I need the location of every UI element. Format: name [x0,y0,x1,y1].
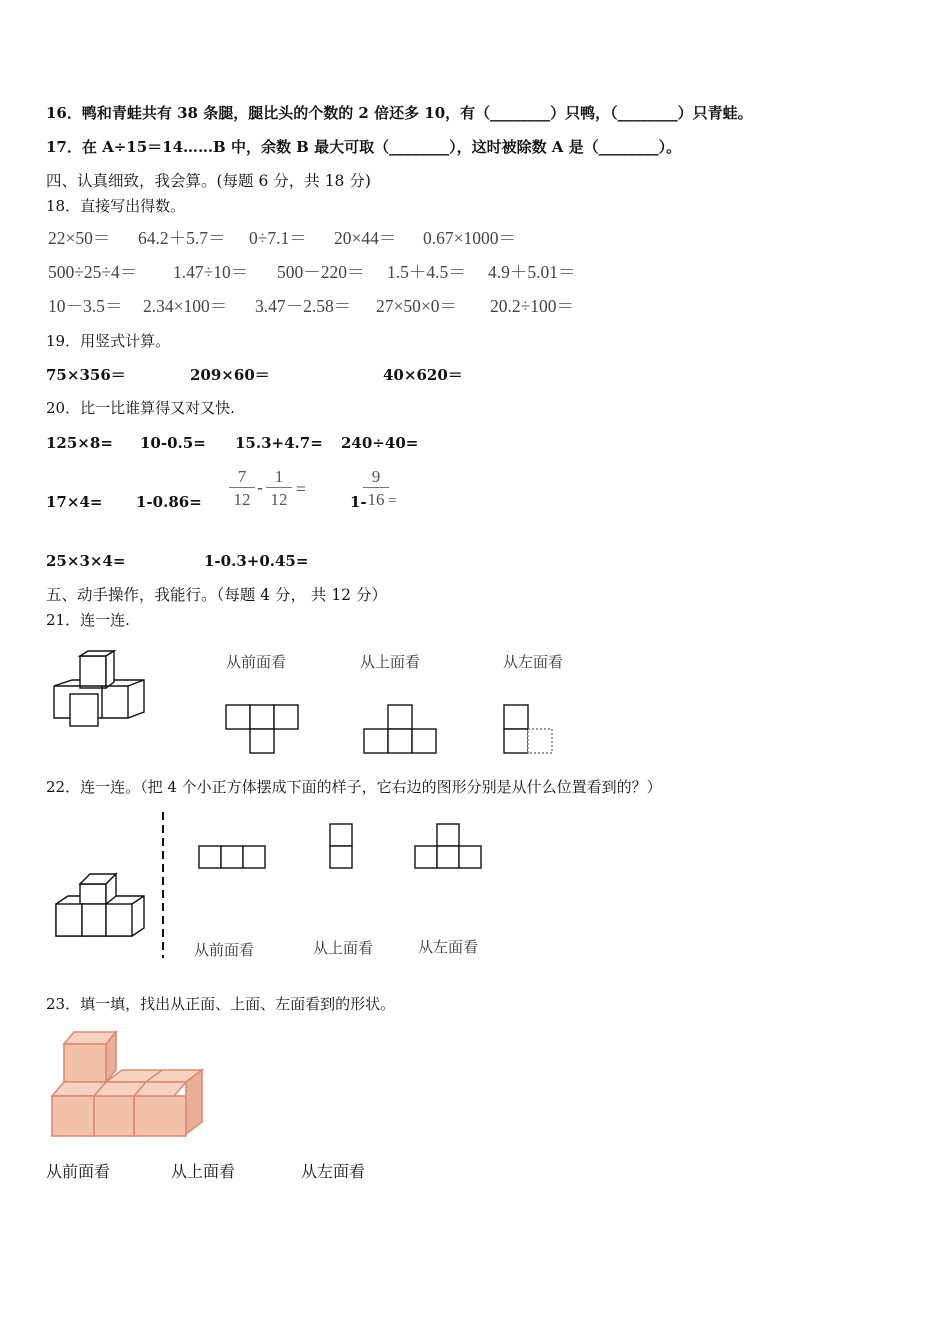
calc-20-4: 240÷40= [341,434,419,452]
calc-18-1-2: 64.2＋5.7＝ [138,228,226,248]
calc-20-6: 1-0.86= [136,493,202,511]
calc-20-5: 17×4= [46,493,103,511]
calc-18-2-2: 1.47÷10＝ [173,262,249,282]
calc-19-1: 75×356＝ [46,366,126,384]
q23-label-front: 从前面看 [46,1162,111,1181]
q22-label-top: 从上面看 [313,939,374,957]
calc-18-2-5: 4.9＋5.01＝ [488,262,576,282]
calc-20-8: 1-0.3+0.45= [204,552,309,570]
calc-18-1-5: 0.67×1000＝ [423,228,516,248]
q22-label-front: 从前面看 [194,941,255,959]
q22-cube-figure [54,868,148,940]
calc-19-3: 40×620＝ [383,366,463,384]
section-5-heading: 五、动手操作，我能行。（每题 4 分， 共 12 分） [46,586,387,604]
calc-18-2-1: 500÷25÷4＝ [48,262,138,282]
question-23-title: 23．填一填，找出从正面、上面、左面看到的形状。 [46,995,396,1013]
equals-sign-2: = [388,493,397,509]
calc-18-1-1: 22×50＝ [48,228,111,248]
q21-view-inverted-t-shape [363,704,439,754]
calc-18-3-3: 3.47－2.58＝ [255,296,352,316]
q21-label-left: 从左面看 [503,653,564,671]
q22-dashed-divider [160,812,166,958]
calc-20-2: 10-0.5= [140,434,206,452]
calc-18-1-3: 0÷7.1＝ [249,228,307,248]
question-22-title: 22．连一连。（把 4 个小正方体摆成下面的样子，它右边的图形分别是从什么位置看到的？） [46,778,662,796]
q21-label-front: 从前面看 [226,653,287,671]
q21-view-l-shape [503,704,555,754]
q23-colored-cube-figure [50,1030,206,1140]
calc-18-2-4: 1.5＋4.5＝ [387,262,466,282]
q23-label-left: 从左面看 [301,1162,366,1181]
question-19-title: 19．用竖式计算。 [46,332,171,350]
one-minus: 1- [350,493,367,511]
q22-view-row-of-three [198,845,266,869]
section-4-heading: 四、认真细致，我会算。(每题 6 分，共 18 分) [46,172,371,190]
calc-18-2-3: 500－220＝ [277,262,365,282]
fraction-1-12: $\frac{1}{12}$ [266,467,292,510]
q21-label-top: 从上面看 [360,653,421,671]
question-21-title: 21．连一连. [46,611,130,629]
q22-view-column-of-two [329,823,353,869]
q21-view-t-shape [225,704,301,754]
question-17: 17．在 A÷15＝14……B 中，余数 B 最大可取（________），这时被除数 A 是（________）。 [46,138,682,156]
q23-label-top: 从上面看 [171,1162,236,1181]
fraction-9-16: $\frac{9}{16}$ [363,467,389,510]
fraction-7-12: $\frac{7}{12}$ [229,467,255,510]
minus-sign: - [257,477,263,497]
calc-20-7: 25×3×4= [46,552,126,570]
calc-18-3-4: 27×50×0＝ [376,296,457,316]
calc-18-3-5: 20.2÷100＝ [490,296,574,316]
equals-sign: = [296,479,306,499]
calc-18-3-2: 2.34×100＝ [143,296,228,316]
calc-20-3: 15.3+4.7= [235,434,323,452]
q21-cube-figure [50,650,146,730]
q22-view-inverted-t [414,823,482,869]
q22-label-left: 从左面看 [418,938,479,956]
calc-20-1: 125×8= [46,434,113,452]
calc-19-2: 209×60＝ [190,366,270,384]
calc-18-3-1: 10－3.5＝ [48,296,123,316]
question-16: 16．鸭和青蛙共有 38 条腿，腿比头的个数的 2 倍还多 10，有（________）只鸭，（________）只青蛙。 [46,104,753,122]
calc-18-1-4: 20×44＝ [334,228,397,248]
question-18-title: 18．直接写出得数。 [46,197,186,215]
question-20-title: 20．比一比谁算得又对又快. [46,399,235,417]
